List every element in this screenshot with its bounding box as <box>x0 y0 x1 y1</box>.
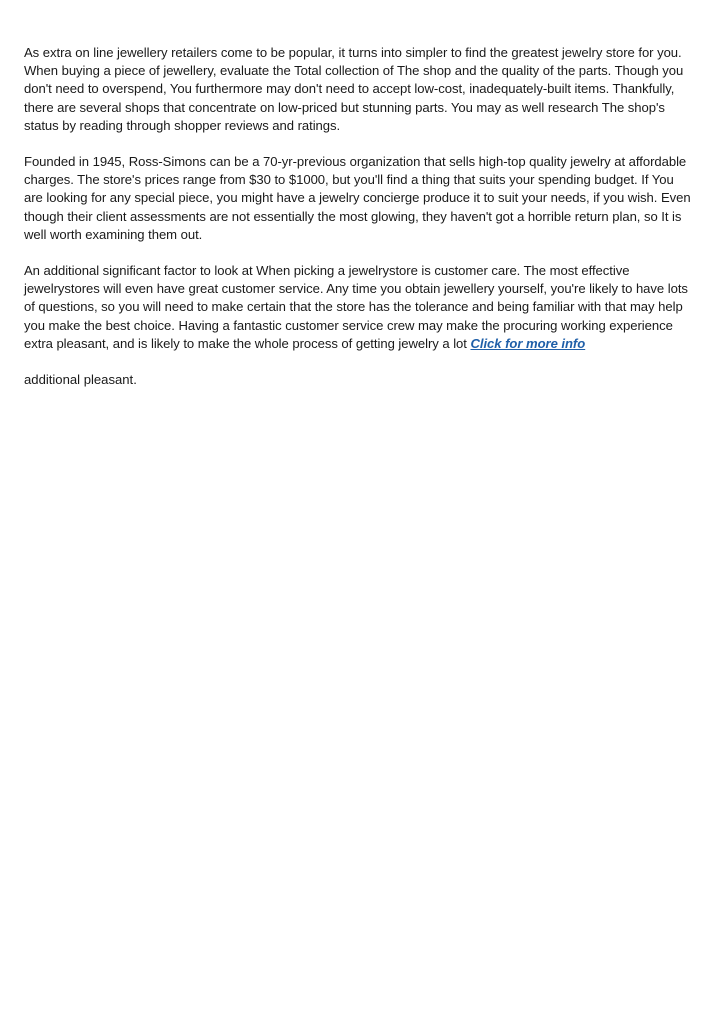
click-for-more-info-link[interactable]: Click for more info <box>470 335 586 351</box>
paragraph-tail: additional pleasant. <box>24 372 137 388</box>
paragraph-3 <box>24 262 692 353</box>
paragraph-1: As extra on line jewellery retailers come to be popular, it turns into simpler to find the greatest jewelry store for you. When buying a piece of jewellery, evaluate the Total collection of The shop and the quality of the parts. Though you don't need to overspend, You furthermore may don't need to accept low-cost, inadequately-built items. Thankfully, there are several shops that concentrate on low-priced but stunning parts. You may as well research The shop's status by reading through shopper reviews and ratings. <box>24 45 684 133</box>
paragraph-3-text: An additional significant factor to look at When picking a jewelrystore is customer care. The most effective jewelrystores will even have great customer service. Any time you obtain jewellery yourself, you're likely to have lots of questions, so you will need to make certain that the store has the tolerance and being familiar with that may help you make the best choice. Having a fantastic customer service crew may make the procuring working experience extra pleasant, and is likely to make the whole process of getting jewelry a lot <box>24 263 688 351</box>
paragraph-2: Founded in 1945, Ross-Simons can be a 70-yr-previous organization that sells high-top quality jewelry at affordable charges. The store's prices range from $30 to $1000, but you'll find a thing that suits your spending budget. If You are looking for any special piece, you might have a jewelry concierge produce it to suit your needs, if you wish. Even though their client assessments are not essentially the most glowing, they haven't got a horrible return plan, so It is well worth examining them out. <box>24 154 691 242</box>
